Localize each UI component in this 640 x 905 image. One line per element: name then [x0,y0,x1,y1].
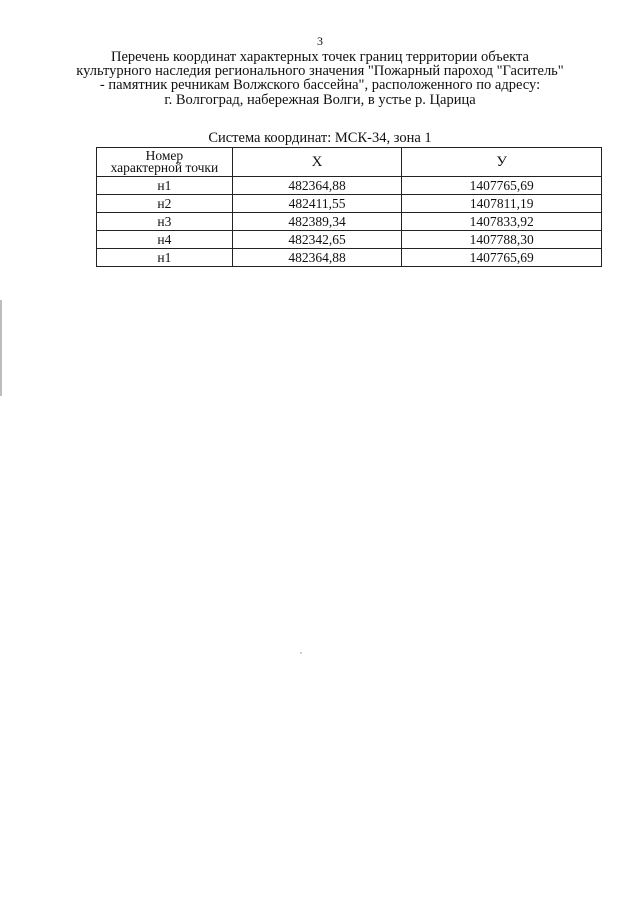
table-row [97,213,602,231]
title-line: - памятник речникам Волжского бассейна", расположенного по адресу: [99,77,541,94]
header-point-line1: Номер [145,148,184,163]
title-line: культурного наследия регионального значения "Пожарный пароход "Гаситель" [76,63,564,80]
cell-point: н1 [97,177,233,195]
header-point-number [97,148,233,177]
title-line: Перечень координат характерных точек границ территории объекта [111,49,529,65]
coordinate-system-label: Система координат: МСК-34, зона 1 [208,130,432,146]
cell-y: 1407788,30 [402,231,602,249]
cell-x: 482364,88 [232,177,402,195]
title-line: г. Волгоград, набережная Волги, в устье р. Царица [164,91,476,108]
document-title [60,50,580,107]
page-number: 3 [317,34,323,48]
scan-edge-mark [0,300,2,396]
table-row [97,177,602,195]
cell-x: 482364,88 [232,249,402,267]
table-row [97,249,602,267]
cell-point: н3 [97,213,233,231]
cell-y: 1407765,69 [402,177,602,195]
table-row [97,231,602,249]
cell-x: 482342,65 [232,231,402,249]
header-x: X [232,148,402,177]
cell-y: 1407833,92 [402,213,602,231]
cell-point: н2 [97,195,233,213]
cell-x: 482411,55 [232,195,402,213]
cell-point: н4 [97,231,233,249]
coordinates-table [96,147,602,267]
cell-y: 1407765,69 [402,249,602,267]
cell-x: 482389,34 [232,213,402,231]
header-point-line2: характерной точки [110,160,219,175]
table-header-row [97,148,602,177]
cell-y: 1407811,19 [402,195,602,213]
header-y: У [402,148,602,177]
table-row [97,195,602,213]
cell-point: н1 [97,249,233,267]
scan-speck [300,652,302,654]
